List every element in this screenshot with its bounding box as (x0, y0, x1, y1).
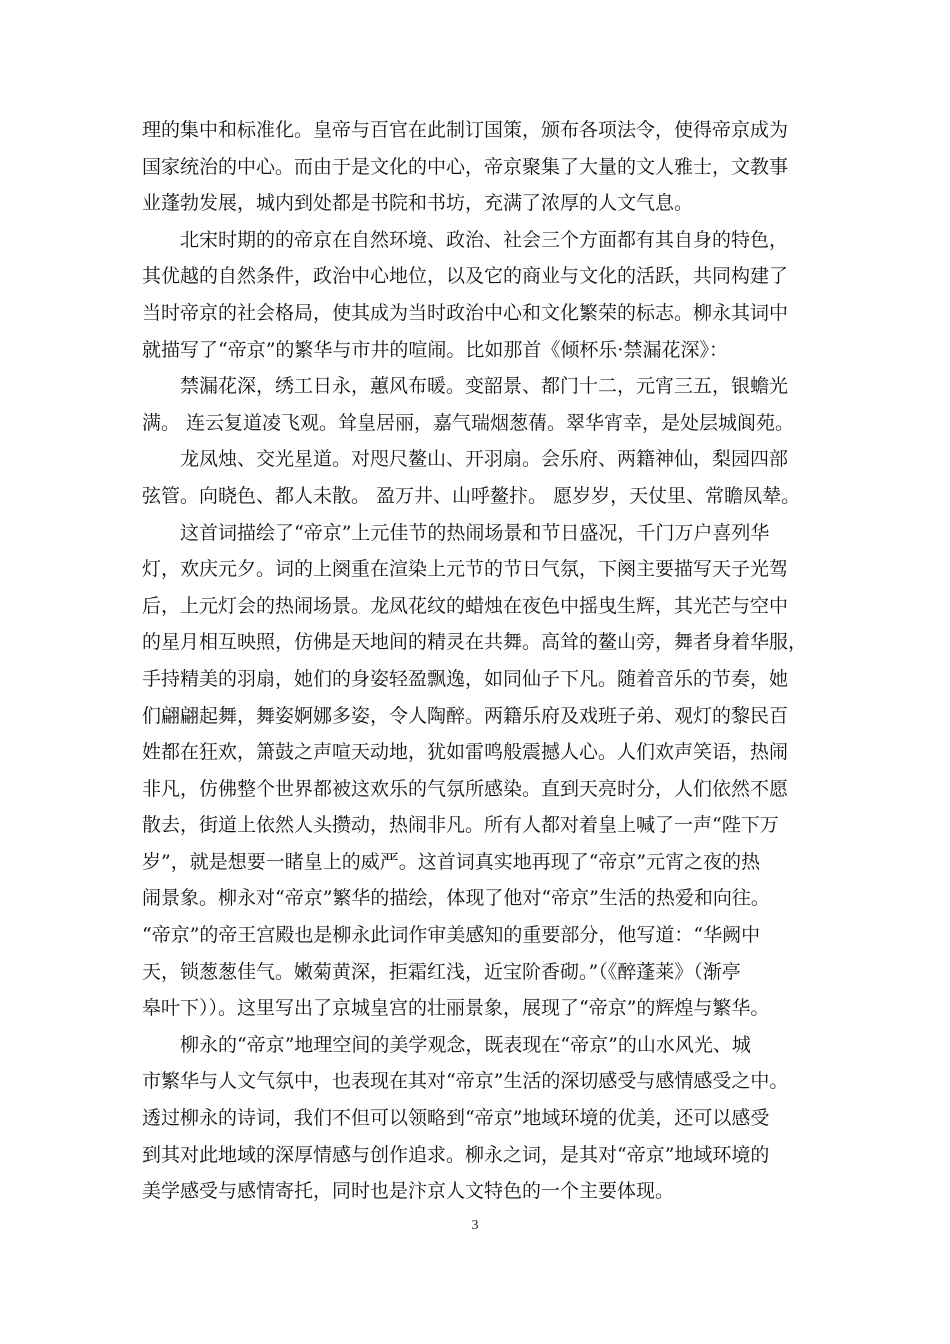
text-line: 后，上元灯会的热闹场景。龙凤花纹的蜡烛在夜色中摇曳生辉，其光芒与空中 (142, 594, 789, 617)
text-line: 就描写了“帝京”的繁华与市井的喧闹。比如那首《倾杯乐·禁漏花深》： (142, 338, 728, 361)
text-line: 皋叶下））。这里写出了京城皇宫的壮丽景象，展现了“帝京”的辉煌与繁华。 (142, 997, 770, 1020)
poem-line: 满。 连云复道凌飞观。耸皇居丽，嘉气瑞烟葱蒨。翠华宵幸，是处层城阆苑。 (142, 411, 795, 434)
text-line: 北宋时期的的帝京在自然环境、政治、社会三个方面都有其自身的特色， (142, 228, 789, 251)
text-line: “帝京”的帝王宫殿也是柳永此词作审美感知的重要部分，他写道：“华阙中 (142, 924, 761, 947)
text-line: 当时帝京的社会格局，使其成为当时政治中心和文化繁荣的标志。柳永其词中 (142, 301, 789, 324)
page-number: 3 (471, 1218, 479, 1233)
text-line: 到其对此地域的深厚情感与创作追求。柳永之词，是其对“帝京”地域环境的 (142, 1143, 770, 1166)
text-line: 美学感受与感情寄托，同时也是汴京人文特色的一个主要体现。 (142, 1180, 675, 1203)
text-line: 手持精美的羽扇，她们的身姿轻盈飘逸，如同仙子下凡。随着音乐的节奏，她 (142, 667, 789, 690)
text-line: 姓都在狂欢，箫鼓之声喧天动地，犹如雷鸣般震撼人心。人们欢声笑语，热闹 (142, 741, 789, 764)
text-line: 天，锁葱葱佳气。嫩菊黄深，拒霜红浅，近宝阶香砌。”（《醉蓬莱》（渐亭 (142, 960, 741, 983)
text-line: 们翩翩起舞，舞姿婀娜多姿，令人陶醉。两籍乐府及戏班子弟、观灯的黎民百 (142, 704, 789, 727)
poem-line: 禁漏花深，绣工日永，蕙风布暖。变韶景、都门十二，元宵三五，银蟾光 (142, 375, 789, 398)
text-line: 市繁华与人文气氛中，也表现在其对“帝京”生活的深切感受与感情感受之中。 (142, 1070, 789, 1093)
text-line: 闹景象。柳永对“帝京”繁华的描绘，体现了他对“帝京”生活的热爱和向往。 (142, 887, 770, 910)
text-line: 国家统治的中心。而由于是文化的中心，帝京聚集了大量的文人雅士，文教事 (142, 155, 789, 178)
poem-line: 弦管。向晓色、都人未散。 盈万井、山呼鳌抃。 愿岁岁，天仗里、常瞻凤辇。 (142, 484, 801, 507)
text-line: 岁”，就是想要一睹皇上的威严。这首词真实地再现了“帝京”元宵之夜的热 (142, 850, 761, 873)
poem-line: 龙凤烛、交光星道。对咫尺鳌山、开羽扇。会乐府、两籍神仙，梨园四部 (142, 448, 789, 471)
body-text (142, 112, 822, 1210)
text-line: 柳永的“帝京”地理空间的美学观念，既表现在“帝京”的山水风光、城 (142, 1033, 751, 1056)
text-line: 理的集中和标准化。皇帝与百官在此制订国策，颁布各项法令，使得帝京成为 (142, 119, 789, 141)
text-line: 透过柳永的诗词，我们不但可以领略到“帝京”地域环境的优美，还可以感受 (142, 1107, 770, 1130)
text-line: 其优越的自然条件，政治中心地位，以及它的商业与文化的活跃，共同构建了 (142, 265, 789, 288)
text-line: 这首词描绘了“帝京”上元佳节的热闹场景和节日盛况，千门万户喜列华 (142, 521, 770, 544)
text-line: 业蓬勃发展，城内到处都是书院和书坊，充满了浓厚的人文气息。 (142, 192, 694, 215)
text-line: 非凡，仿佛整个世界都被这欢乐的气氛所感染。直到天亮时分，人们依然不愿 (142, 777, 789, 800)
text-line: 的星月相互映照，仿佛是天地间的精灵在共舞。高耸的鳌山旁，舞者身着华服， (142, 631, 808, 654)
text-line: 灯，欢庆元夕。词的上阕重在渲染上元节的节日气氛，下阕主要描写天子光驾 (142, 558, 789, 581)
text-line: 散去，街道上依然人头攒动，热闹非凡。所有人都对着皇上喊了一声“陛下万 (142, 814, 779, 837)
